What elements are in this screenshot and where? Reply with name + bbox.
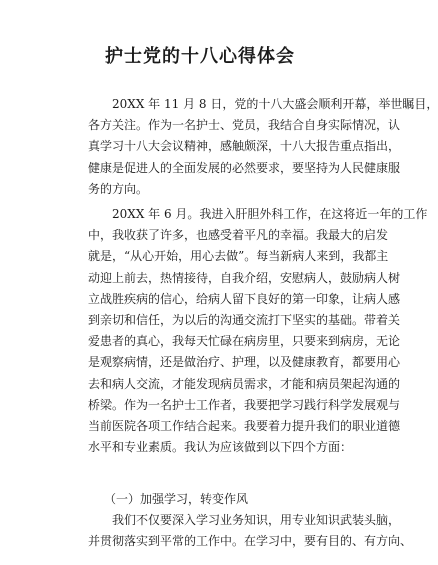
text-line: 桥梁。作为一名护士工作者，我要把学习践行科学发展观与 (88, 397, 401, 412)
text-line: 爱患者的真心，我每天忙碌在病房里，只要来到病房，无论 (88, 334, 401, 349)
text-line: 我们不仅要深入学习业务知识，用专业知识武装头脑， (88, 513, 401, 527)
section-heading-text: （一）加强学习，转变作风 (104, 492, 249, 506)
paragraph-4 (88, 510, 413, 552)
text-line: 去和病人交流，才能发现病员需求，才能和病员架起沟通的 (88, 376, 401, 391)
text-line: 20XX 年 6 月。我进入肝胆外科工作，在这将近一年的工作 (88, 207, 428, 221)
text-line: 并贯彻落实到平常的工作中。在学习中，要有目的、有方向、 (88, 534, 413, 549)
paragraph-2 (88, 204, 428, 458)
text-line: 立战胜疾病的信心，给病人留下良好的第一印象，让病人感 (88, 291, 401, 306)
text-line: 到亲切和信任，为以后的沟通交流打下坚实的基础。带着关 (88, 312, 401, 327)
text-line: 当前医院各项工作结合起来。我要着力提升我们的职业道德 (88, 418, 401, 433)
text-line: 20XX 年 11 月 8 日，党的十八大盛会顺利开幕，举世瞩目， (88, 97, 438, 111)
text-line: 水平和专业素质。我认为应该做到以下四个方面： (88, 440, 353, 455)
paragraph-1 (88, 94, 438, 200)
text-line: 健康是促进人的全面发展的必然要求，要坚持为人民健康服 (88, 160, 401, 175)
document-title: 护士党的十八心得体会 (105, 46, 295, 67)
text-line: 是观察病情，还是做治疗、护理，以及健康教育，都要用心 (88, 355, 401, 370)
text-line: 中，我收获了许多，也感受着平凡的幸福。我最大的启发 (88, 228, 389, 243)
text-line: 动迎上前去，热情接待，自我介绍，安慰病人，鼓励病人树 (88, 270, 401, 285)
text-line: 各方关注。作为一名护士、党员，我结合自身实际情况，认 (88, 118, 401, 133)
text-line: 务的方向。 (88, 181, 149, 196)
section-heading (88, 489, 338, 510)
text-line: 真学习十八大会议精神，感触颇深，十八大报告重点指出， (88, 139, 401, 154)
text-line: 就是，“从心开始，用心去做”。每当新病人来到，我都主 (88, 249, 389, 264)
